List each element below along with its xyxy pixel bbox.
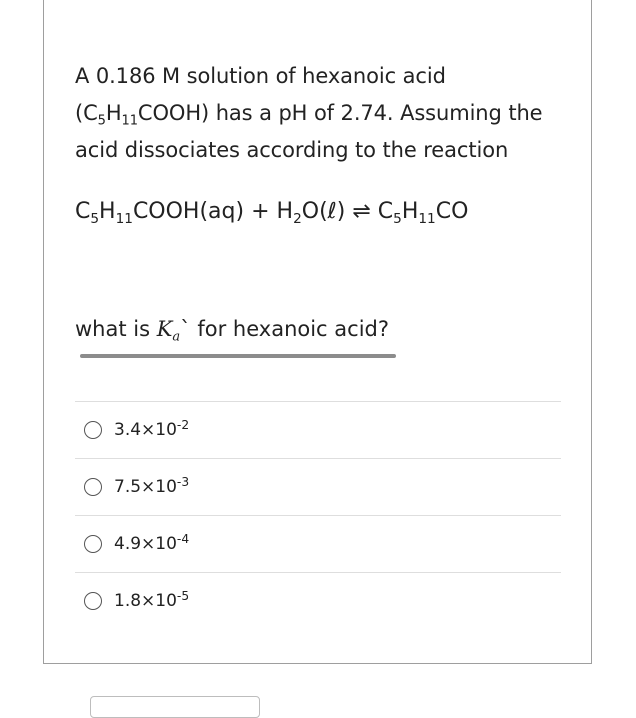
answer-option-3[interactable] <box>75 515 561 572</box>
answer-divider <box>80 354 396 358</box>
tick-mark: ` <box>180 317 191 341</box>
option-label: $1.8\times 10^{-5}$ <box>114 588 190 611</box>
radio-button[interactable] <box>84 535 102 553</box>
reaction-equation <box>75 194 563 230</box>
option-label: $4.9\times 10^{-4}$ <box>114 531 190 554</box>
ka-symbol: K <box>156 317 173 341</box>
answer-options <box>75 401 561 629</box>
radio-button[interactable] <box>84 421 102 439</box>
radio-button[interactable] <box>84 478 102 496</box>
equilibrium-arrow-icon: ⇌ <box>352 199 371 224</box>
option-label: $7.5\times 10^{-3}$ <box>114 474 190 497</box>
radio-button[interactable] <box>84 592 102 610</box>
reactant-hexanoic-acid: $C_5H_{11}COOH(aq)$ <box>75 199 245 227</box>
question-prompt: A 0.186 M solution of hexanoic acid $(C_5H_{11}COOH)$ has a pH of 2.74. Assuming the acid dissociates according to the reaction <box>75 64 543 162</box>
next-button[interactable] <box>90 696 260 718</box>
product-cutoff: $C_5H_{11}CO$ <box>377 199 469 227</box>
answer-option-4[interactable] <box>75 572 561 629</box>
reactant-water: $H_2O(\ell)$ <box>276 199 346 227</box>
question-ask: what is $K_a`$ for hexanoic acid? <box>75 317 390 345</box>
answer-option-1[interactable] <box>75 401 561 458</box>
answer-option-2[interactable] <box>75 458 561 515</box>
plus-sign: + <box>251 199 270 224</box>
option-label: $3.4\times 10^{-2}$ <box>114 417 190 440</box>
